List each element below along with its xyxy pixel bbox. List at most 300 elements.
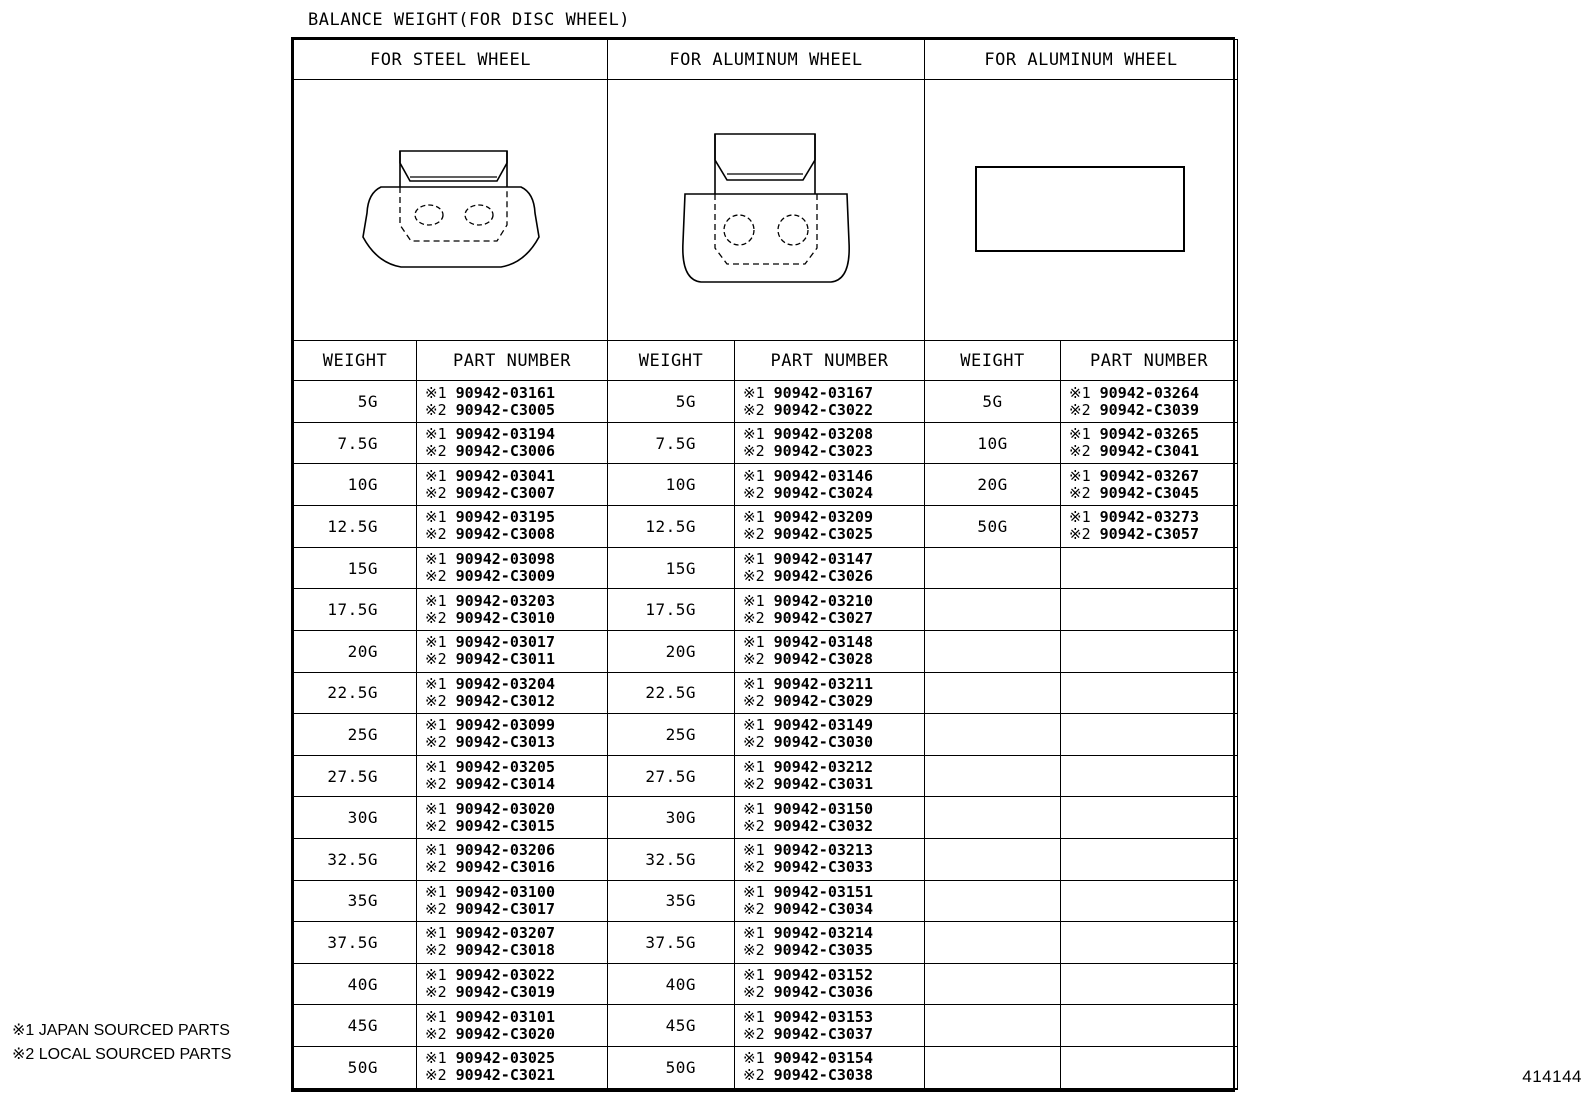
table-row — [294, 589, 1238, 631]
source-mark: ※2 — [1069, 442, 1091, 461]
part-number: 90942-C3057 — [1099, 525, 1199, 544]
part-number-line-local — [743, 485, 924, 502]
weight-cell — [925, 797, 1061, 839]
source-mark: ※1 — [743, 466, 765, 485]
part-number: 90942-03213 — [773, 841, 873, 860]
source-mark: ※1 — [743, 882, 765, 901]
part-number-line-local — [743, 568, 924, 585]
source-mark: ※1 — [425, 466, 447, 485]
part-number: 90942-03167 — [773, 383, 873, 402]
part-number: 90942-C3018 — [455, 941, 555, 960]
part-number-cell — [1061, 922, 1238, 964]
table-row — [294, 464, 1238, 506]
part-number-cell — [417, 422, 608, 464]
source-mark: ※1 — [743, 633, 765, 652]
part-number-cell — [417, 1088, 608, 1089]
part-number: 90942-C3023 — [773, 442, 873, 461]
weight-cell — [294, 1088, 417, 1089]
source-mark: ※1 — [425, 591, 447, 610]
weight-cell: 20G — [294, 630, 417, 672]
part-number-cell — [1061, 464, 1238, 506]
source-mark: ※2 — [1069, 400, 1091, 419]
table-row — [294, 422, 1238, 464]
source-mark: ※2 — [425, 941, 447, 960]
part-number: 90942-C3017 — [455, 899, 555, 918]
table-row — [294, 880, 1238, 922]
part-number-cell — [735, 672, 925, 714]
part-number-line-local — [425, 1067, 607, 1084]
source-mark: ※1 — [743, 1049, 765, 1068]
part-number: 90942-03099 — [455, 716, 555, 735]
weight-header: WEIGHT — [608, 340, 735, 380]
source-mark: ※2 — [425, 816, 447, 835]
part-number-line-japan — [743, 634, 924, 651]
part-number-cell — [417, 797, 608, 839]
part-number-line-local — [425, 776, 607, 793]
part-number: 90942-C3015 — [455, 816, 555, 835]
part-number: 90942-03206 — [455, 841, 555, 860]
part-number-cell — [417, 630, 608, 672]
part-number: 90942-03151 — [773, 882, 873, 901]
table-row — [294, 672, 1238, 714]
weight-cell: 30G — [294, 797, 417, 839]
part-number-line-japan — [743, 801, 924, 818]
part-number-cell — [735, 547, 925, 589]
part-number-cell — [735, 422, 925, 464]
section-heading-aluminum-adhesive: FOR ALUMINUM WHEEL — [925, 40, 1238, 80]
part-number-cell — [1061, 381, 1238, 423]
weight-cell — [925, 547, 1061, 589]
part-number-line-local — [743, 1026, 924, 1043]
part-number: 90942-03147 — [773, 550, 873, 568]
source-mark: ※2 — [425, 775, 447, 794]
source-mark: ※1 — [425, 1049, 447, 1068]
part-number-line-local — [425, 526, 607, 543]
part-number-line-japan — [425, 468, 607, 485]
part-number-line-japan — [425, 385, 607, 402]
source-mark: ※2 — [743, 775, 765, 794]
part-number-line-japan — [425, 759, 607, 776]
table-row — [294, 1088, 1238, 1089]
source-mark: ※1 — [425, 425, 447, 444]
part-number-cell — [735, 922, 925, 964]
part-number: 90942-03209 — [773, 508, 873, 527]
part-number-line-local — [743, 610, 924, 627]
part-number-line-local — [425, 984, 607, 1001]
source-mark: ※2 — [743, 1024, 765, 1043]
source-mark: ※1 — [743, 716, 765, 735]
weight-cell: 17.5G — [608, 589, 735, 631]
part-number: 90942-C3019 — [455, 983, 555, 1002]
part-number-cell — [1061, 422, 1238, 464]
part-number-line-local — [743, 651, 924, 668]
source-mark: ※1 — [743, 591, 765, 610]
weight-cell: 5G — [925, 381, 1061, 423]
part-number-line-japan — [1069, 426, 1237, 443]
part-number-line-japan — [425, 967, 607, 984]
source-mark: ※1 — [425, 633, 447, 652]
table-row — [294, 630, 1238, 672]
part-number: 90942-03020 — [455, 799, 555, 818]
adhesive-weight-icon — [974, 165, 1188, 255]
part-number-line-local — [425, 610, 607, 627]
part-number-line-japan — [1069, 509, 1237, 526]
part-number: 90942-C3005 — [455, 400, 555, 419]
weight-cell: 37.5G — [294, 922, 417, 964]
part-number-line-japan — [1069, 385, 1237, 402]
weight-cell: 45G — [294, 1005, 417, 1047]
part-number-line-japan — [743, 1050, 924, 1067]
part-number: 90942-03025 — [455, 1049, 555, 1068]
weight-cell: 5G — [608, 381, 735, 423]
weight-cell: 7.5G — [294, 422, 417, 464]
part-number: 90942-C3033 — [773, 858, 873, 877]
source-mark: ※1 — [743, 758, 765, 777]
section-heading-steel: FOR STEEL WHEEL — [294, 40, 608, 80]
source-mark: ※2 — [743, 567, 765, 585]
source-mark: ※1 — [425, 508, 447, 527]
part-number-line-local — [1069, 526, 1237, 543]
source-mark: ※2 — [425, 483, 447, 502]
part-number-line-japan — [743, 1009, 924, 1026]
part-number: 90942-03273 — [1099, 508, 1199, 527]
weight-cell: 30G — [608, 797, 735, 839]
weight-cell — [925, 630, 1061, 672]
part-number-line-japan — [425, 1009, 607, 1026]
part-number-line-japan — [425, 593, 607, 610]
part-number: 90942-C3022 — [773, 400, 873, 419]
source-mark: ※2 — [743, 816, 765, 835]
source-mark: ※1 — [743, 924, 765, 943]
part-number: 90942-C3032 — [773, 816, 873, 835]
source-mark: ※2 — [425, 1066, 447, 1085]
part-number: 90942-03208 — [773, 425, 873, 444]
part-number-line-japan — [743, 717, 924, 734]
part-number: 90942-C3038 — [773, 1066, 873, 1085]
table-row — [294, 838, 1238, 880]
part-number-cell — [735, 1047, 925, 1089]
part-number: 90942-C3014 — [455, 775, 555, 794]
part-number-cell — [735, 797, 925, 839]
part-number-cell — [1061, 714, 1238, 756]
part-number-cell — [735, 755, 925, 797]
diagram-title: BALANCE WEIGHT(FOR DISC WHEEL) — [308, 10, 631, 30]
source-mark: ※2 — [743, 442, 765, 461]
steel-weight-illustration-cell — [294, 80, 608, 340]
source-mark: ※2 — [743, 1066, 765, 1085]
part-number-line-local — [425, 485, 607, 502]
part-number: 90942-03204 — [455, 674, 555, 693]
part-number-line-japan — [743, 593, 924, 610]
weight-cell — [608, 1088, 735, 1089]
part-number-line-japan — [743, 426, 924, 443]
part-number-line-local — [425, 818, 607, 835]
source-mark: ※1 — [743, 383, 765, 402]
source-mark: ※2 — [743, 733, 765, 752]
part-number: 90942-03101 — [455, 1007, 555, 1026]
weight-cell: 32.5G — [294, 838, 417, 880]
part-number: 90942-03211 — [773, 674, 873, 693]
part-number-cell — [1061, 630, 1238, 672]
part-number-cell — [1061, 797, 1238, 839]
part-number-header: PART NUMBER — [1061, 340, 1238, 380]
source-mark: ※2 — [743, 525, 765, 544]
weight-cell — [925, 589, 1061, 631]
weight-cell: 20G — [925, 464, 1061, 506]
part-number-line-japan — [1069, 468, 1237, 485]
source-mark: ※1 — [743, 550, 765, 568]
weight-cell: 37.5G — [608, 922, 735, 964]
part-number-cell — [735, 464, 925, 506]
part-number: 90942-C3027 — [773, 608, 873, 627]
part-number: 90942-C3011 — [455, 650, 555, 669]
part-number-line-japan — [743, 468, 924, 485]
weight-cell: 25G — [294, 714, 417, 756]
source-mark: ※1 — [425, 1007, 447, 1026]
table-row — [294, 506, 1238, 548]
source-mark: ※2 — [425, 858, 447, 877]
weight-cell: 40G — [608, 963, 735, 1005]
part-number: 90942-03265 — [1099, 425, 1199, 444]
weight-cell: 50G — [608, 1047, 735, 1089]
part-number: 90942-C3037 — [773, 1024, 873, 1043]
weight-cell — [925, 714, 1061, 756]
part-number-line-local — [743, 818, 924, 835]
part-number-header: PART NUMBER — [735, 340, 925, 380]
part-number-line-local — [425, 693, 607, 710]
source-mark: ※1 — [743, 508, 765, 527]
weight-cell — [925, 880, 1061, 922]
part-number-line-local — [425, 859, 607, 876]
weight-cell — [925, 1005, 1061, 1047]
weight-cell: 7.5G — [608, 422, 735, 464]
part-number-line-japan — [425, 925, 607, 942]
weight-cell — [925, 963, 1061, 1005]
section-heading-aluminum: FOR ALUMINUM WHEEL — [608, 40, 925, 80]
source-mark: ※2 — [425, 650, 447, 669]
aluminum-weight-illustration-cell — [608, 80, 925, 340]
part-number-cell — [1061, 506, 1238, 548]
part-number: 90942-C3020 — [455, 1024, 555, 1043]
part-number-line-local — [743, 859, 924, 876]
part-number: 90942-03205 — [455, 758, 555, 777]
part-number: 90942-C3035 — [773, 941, 873, 960]
weight-cell: 15G — [608, 547, 735, 589]
source-mark: ※2 — [425, 983, 447, 1002]
source-mark: ※1 — [425, 841, 447, 860]
part-number-cell — [417, 547, 608, 589]
table-row — [294, 1005, 1238, 1047]
source-mark: ※1 — [425, 966, 447, 985]
weight-cell: 20G — [608, 630, 735, 672]
part-number-line-local — [1069, 485, 1237, 502]
weight-header: WEIGHT — [925, 340, 1061, 380]
part-number-line-japan — [743, 509, 924, 526]
part-number-line-local — [743, 443, 924, 460]
part-number-cell — [417, 506, 608, 548]
part-number: 90942-C3031 — [773, 775, 873, 794]
balance-weight-table — [293, 39, 1238, 1090]
part-number-line-japan — [743, 385, 924, 402]
part-number-cell — [1061, 589, 1238, 631]
source-mark: ※1 — [425, 799, 447, 818]
source-mark: ※1 — [743, 841, 765, 860]
source-mark: ※1 — [1069, 466, 1091, 485]
part-number-line-local — [1069, 443, 1237, 460]
source-mark: ※2 — [425, 608, 447, 627]
source-mark: ※2 — [743, 608, 765, 627]
part-number-cell — [417, 838, 608, 880]
part-number: 90942-03017 — [455, 633, 555, 652]
source-mark: ※1 — [425, 550, 447, 568]
part-number: 90942-C3030 — [773, 733, 873, 752]
part-number-cell — [735, 506, 925, 548]
part-number-cell — [417, 672, 608, 714]
part-number: 90942-03152 — [773, 966, 873, 985]
weight-cell: 15G — [294, 547, 417, 589]
part-number: 90942-C3010 — [455, 608, 555, 627]
part-number: 90942-03149 — [773, 716, 873, 735]
source-notes — [12, 1019, 231, 1067]
part-number: 90942-03210 — [773, 591, 873, 610]
part-number: 90942-03150 — [773, 799, 873, 818]
part-number-line-local — [425, 1026, 607, 1043]
source-mark: ※2 — [743, 941, 765, 960]
part-number-line-japan — [425, 1050, 607, 1067]
part-number-cell — [1061, 1005, 1238, 1047]
part-number-line-local — [743, 402, 924, 419]
weight-cell — [925, 838, 1061, 880]
part-number: 90942-C3041 — [1099, 442, 1199, 461]
part-number-cell — [1061, 880, 1238, 922]
weight-cell: 10G — [925, 422, 1061, 464]
part-number-line-local — [743, 526, 924, 543]
source-mark: ※2 — [425, 400, 447, 419]
part-number-line-japan — [425, 509, 607, 526]
part-number: 90942-03207 — [455, 924, 555, 943]
part-number-line-japan — [425, 551, 607, 568]
source-mark: ※1 — [743, 1007, 765, 1026]
note-japan-sourced: ※1 JAPAN SOURCED PARTS — [12, 1022, 230, 1039]
part-number-cell — [1061, 547, 1238, 589]
weight-cell — [925, 755, 1061, 797]
part-number: 90942-C3021 — [455, 1066, 555, 1085]
part-number: 90942-C3006 — [455, 442, 555, 461]
source-mark: ※2 — [425, 1024, 447, 1043]
part-number-cell — [735, 1005, 925, 1047]
weight-cell: 45G — [608, 1005, 735, 1047]
weight-cell: 27.5G — [608, 755, 735, 797]
table-row — [294, 1047, 1238, 1089]
part-number: 90942-C3007 — [455, 483, 555, 502]
source-mark: ※2 — [743, 691, 765, 710]
part-number-line-local — [743, 776, 924, 793]
part-number: 90942-03194 — [455, 425, 555, 444]
part-number: 90942-03203 — [455, 591, 555, 610]
part-number-line-japan — [425, 842, 607, 859]
weight-cell: 5G — [294, 381, 417, 423]
part-number: 90942-C3012 — [455, 691, 555, 710]
source-mark: ※1 — [743, 425, 765, 444]
weight-cell: 22.5G — [608, 672, 735, 714]
table-row — [294, 755, 1238, 797]
weight-cell: 25G — [608, 714, 735, 756]
part-number: 90942-03041 — [455, 466, 555, 485]
part-number-cell — [1061, 755, 1238, 797]
part-number-cell — [417, 963, 608, 1005]
source-mark: ※1 — [425, 924, 447, 943]
part-number-cell — [1061, 672, 1238, 714]
part-number: 90942-03148 — [773, 633, 873, 652]
weight-cell: 27.5G — [294, 755, 417, 797]
source-mark: ※1 — [743, 799, 765, 818]
table-row — [294, 381, 1238, 423]
weight-cell — [925, 1088, 1061, 1089]
part-number-line-local — [425, 901, 607, 918]
part-number-cell — [1061, 1088, 1238, 1089]
part-number-line-local — [425, 568, 607, 585]
source-mark: ※1 — [1069, 508, 1091, 527]
part-number-line-local — [743, 942, 924, 959]
note-local-sourced: ※2 LOCAL SOURCED PARTS — [12, 1046, 232, 1063]
part-number-cell — [735, 838, 925, 880]
weight-cell: 35G — [294, 880, 417, 922]
part-number-cell — [417, 589, 608, 631]
source-mark: ※2 — [425, 567, 447, 585]
part-number-cell — [1061, 963, 1238, 1005]
part-number: 90942-C3024 — [773, 483, 873, 502]
source-mark: ※1 — [743, 674, 765, 693]
source-mark: ※2 — [743, 983, 765, 1002]
source-mark: ※2 — [425, 442, 447, 461]
part-number-cell — [735, 963, 925, 1005]
source-mark: ※1 — [425, 758, 447, 777]
part-number: 90942-03154 — [773, 1049, 873, 1068]
weight-header: WEIGHT — [294, 340, 417, 380]
part-number-cell — [417, 755, 608, 797]
part-number-line-japan — [743, 759, 924, 776]
part-number-line-japan — [743, 551, 924, 568]
parts-sheet — [291, 37, 1235, 1092]
weight-cell: 50G — [294, 1047, 417, 1089]
part-number-cell — [735, 880, 925, 922]
source-mark: ※2 — [743, 483, 765, 502]
part-number-line-japan — [425, 634, 607, 651]
source-mark: ※1 — [425, 383, 447, 402]
part-number-line-japan — [743, 884, 924, 901]
part-number-line-local — [425, 942, 607, 959]
part-number-line-local — [425, 402, 607, 419]
part-number-cell — [417, 381, 608, 423]
part-number-cell — [417, 922, 608, 964]
part-number: 90942-C3029 — [773, 691, 873, 710]
part-number: 90942-03267 — [1099, 466, 1199, 485]
weight-cell: 22.5G — [294, 672, 417, 714]
part-number: 90942-03214 — [773, 924, 873, 943]
part-number-line-japan — [425, 676, 607, 693]
part-number-line-local — [743, 1067, 924, 1084]
table-row — [294, 714, 1238, 756]
part-number-line-local — [743, 693, 924, 710]
part-number: 90942-03146 — [773, 466, 873, 485]
part-number-line-japan — [425, 426, 607, 443]
part-number-line-local — [1069, 402, 1237, 419]
part-number-cell — [417, 464, 608, 506]
source-mark: ※1 — [743, 966, 765, 985]
steel-clip-weight-icon — [351, 145, 551, 275]
source-mark: ※1 — [425, 716, 447, 735]
part-number-cell — [417, 714, 608, 756]
